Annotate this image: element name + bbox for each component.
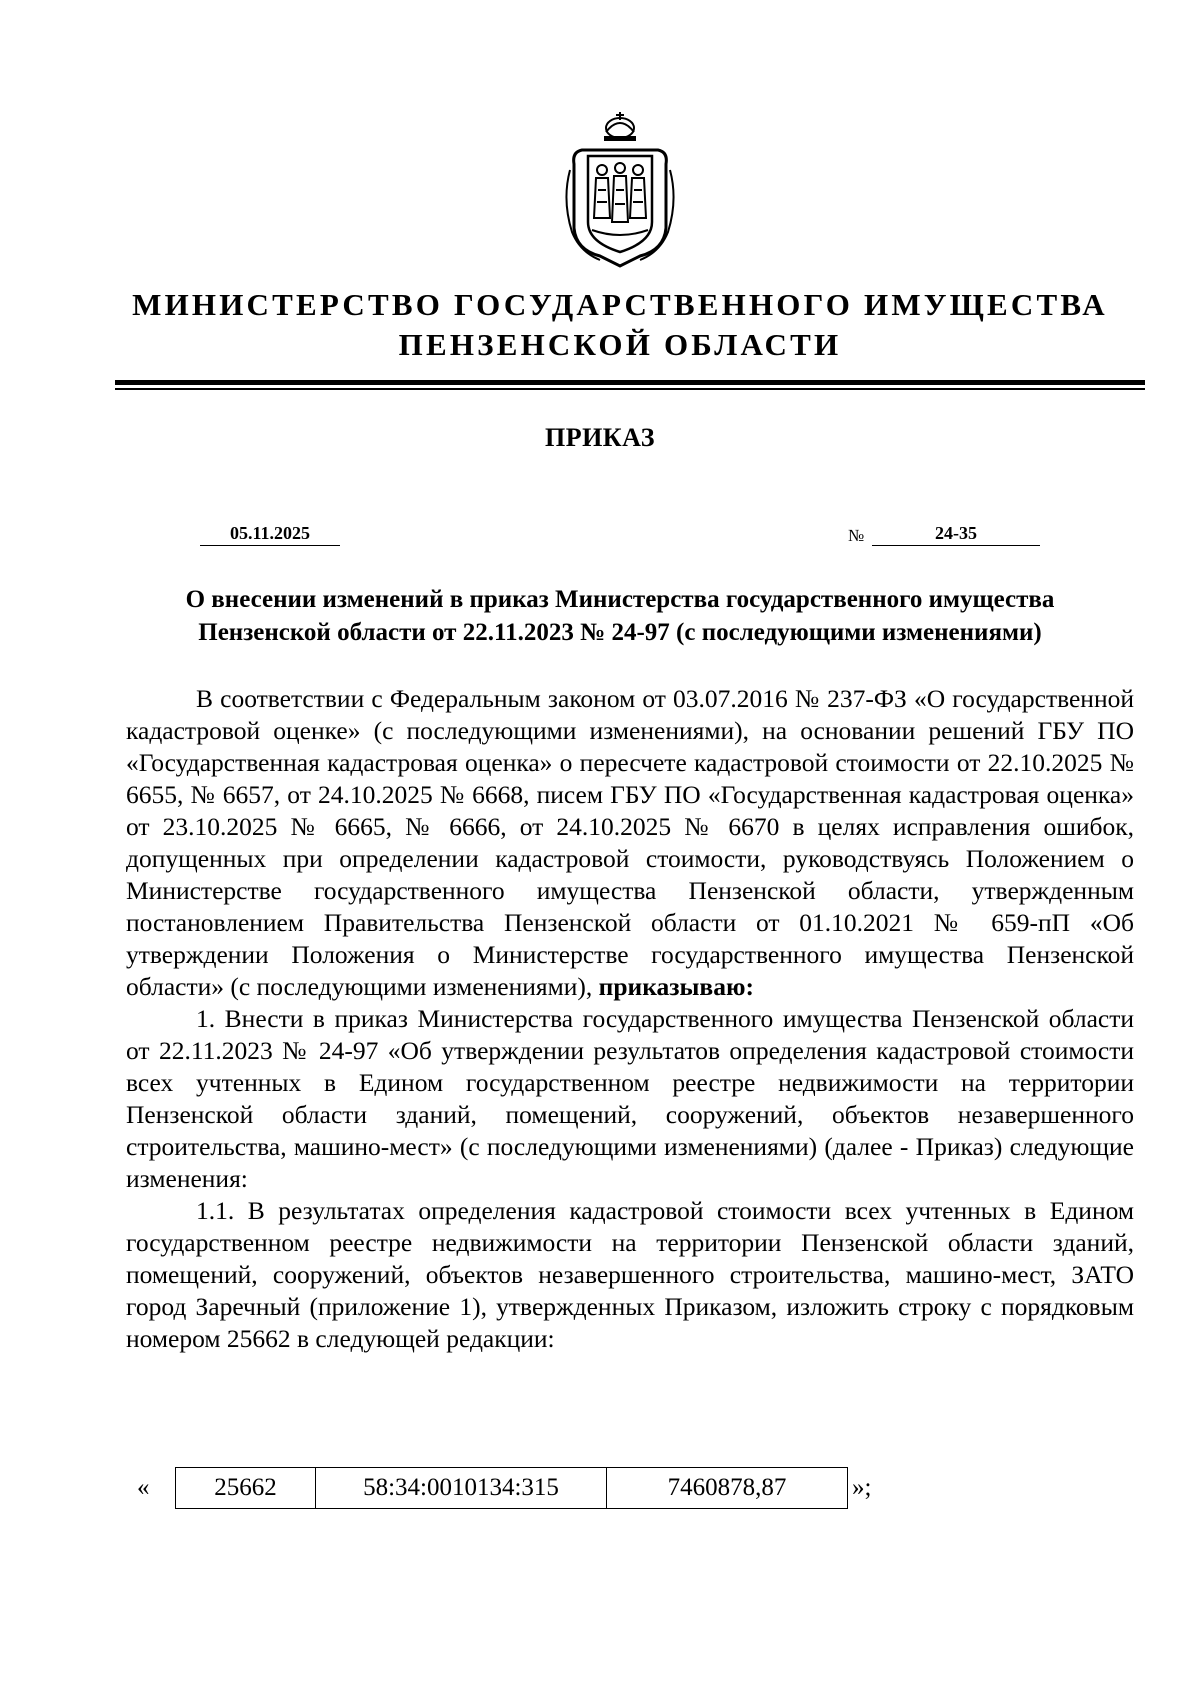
clause-1-paragraph: 1. Внести в приказ Министерства государственного имущества Пензенской области от 22.11.2023 № 24-97 «Об утверждении результатов определения кадастровой стоимости всех учтенных в Едином государственном реестре недвижимости на территории Пензенской области зданий, помещений, сооружений, объектов незавершенного строительства, машино-мест» (с последующими изменениями) (далее - Приказ) следующие изменения:	[126, 1004, 1134, 1193]
order-keyword: приказываю:	[598, 972, 754, 1001]
cadastral-number-cell: 58:34:0010134:315	[316, 1468, 607, 1509]
ministry-name-line2: ПЕНЗЕНСКОЙ ОБЛАСТИ	[398, 327, 842, 362]
document-title	[120, 583, 1120, 649]
coat-of-arms-icon	[560, 110, 680, 270]
order-date: 05.11.2025	[200, 523, 340, 546]
number-sign: №	[848, 526, 865, 545]
header-divider-thin	[115, 388, 1145, 390]
table-row	[176, 1468, 848, 1509]
cadastral-value-cell: 7460878,87	[607, 1468, 848, 1509]
ministry-name-line1: МИНИСТЕРСТВО ГОСУДАРСТВЕННОГО ИМУЩЕСТВА	[132, 287, 1108, 322]
document-type: ПРИКАЗ	[544, 423, 656, 452]
quote-open-mark: «	[137, 1474, 150, 1501]
row-number-cell: 25662	[176, 1468, 316, 1509]
amended-row-table	[175, 1467, 848, 1509]
clause-1-1-paragraph: 1.1. В результатах определения кадастровой стоимости всех учтенных в Едином государственном реестре недвижимости на территории Пензенской области зданий, помещений, сооружений, объектов незавершенного строительства, машино-мест, ЗАТО город Заречный (приложение 1), утвержденных Приказом, изложить строку с порядковым номером 25662 в следующей редакции:	[126, 1196, 1134, 1353]
order-number: 24-35	[872, 523, 1040, 546]
preamble-text: В соответствии с Федеральным законом от 03.07.2016 № 237-ФЗ «О государственной кадастровой оценке» (с последующими изменениями), на основании решений ГБУ ПО «Государственная кадастровая оценка» о пересчете кадастровой стоимости от 22.10.2025 № 6655, № 6657, от 24.10.2025 № 6668, писем ГБУ ПО «Государственная кадастровая оценка» от 23.10.2025 № 6665, № 6666, от 24.10.2025 № 6670 в целях исправления ошибок, допущенных при определении кадастровой стоимости, руководствуясь Положением о Министерстве государственного имущества Пензенской области, утвержденным постановлением Правительства Пензенской области от 01.10.2021 № 659-пП «Об утверждении Положения о Министерстве государственного имущества Пензенской области» (с последующими изменениями),	[126, 684, 1134, 1001]
quote-close-mark: »;	[852, 1474, 872, 1501]
title-line2: Пензенской области от 22.11.2023 № 24-97 (с последующими изменениями)	[198, 619, 1042, 646]
document-body	[126, 683, 1134, 1355]
title-line1: О внесении изменений в приказ Министерства государственного имущества	[185, 586, 1055, 613]
preamble-paragraph	[126, 683, 1134, 1003]
header-divider-thick	[115, 380, 1145, 385]
